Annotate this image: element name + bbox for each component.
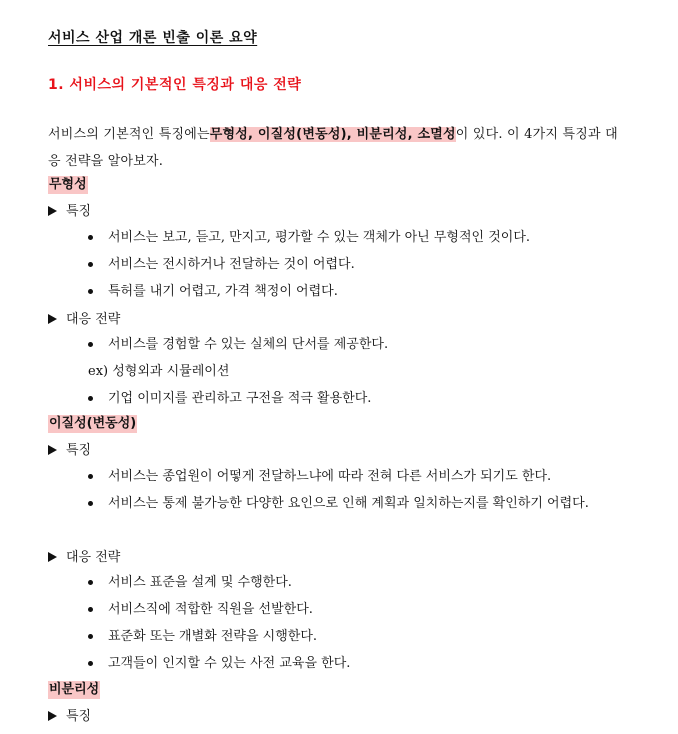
triangle-icon bbox=[48, 711, 57, 721]
document-title: 서비스 산업 개론 빈출 이론 요약 bbox=[48, 30, 258, 46]
list-item: 표준화 또는 개별화 전략을 시행한다. bbox=[88, 623, 614, 650]
list-item: 서비스직에 적합한 직원을 선발한다. bbox=[88, 596, 614, 623]
bullet-icon bbox=[88, 501, 93, 506]
list-item: 서비스는 통제 불가능한 다양한 요인으로 인해 계획과 일치하는지를 확인하기 어렵다. bbox=[88, 490, 614, 517]
bullet-icon bbox=[88, 342, 93, 347]
list-item: 기업 이미지를 관리하고 구전을 적극 활용한다. bbox=[88, 385, 614, 412]
triangle-icon bbox=[48, 445, 57, 455]
bullet-icon bbox=[88, 580, 93, 585]
bullet-icon bbox=[88, 474, 93, 479]
strategy-label: 대응 전략 bbox=[66, 312, 121, 327]
example-text: ex) 성형외과 시뮬레이션 bbox=[88, 364, 230, 379]
list-item: 서비스는 보고, 듣고, 만지고, 평가할 수 있는 객체가 아닌 무형적인 것이다. bbox=[88, 224, 614, 251]
intro-prefix: 서비스의 기본적인 특징에는 bbox=[48, 127, 210, 142]
bullet-icon bbox=[88, 634, 93, 639]
intangibility-strategy-heading bbox=[48, 311, 120, 329]
section-heading: 1. 서비스의 기본적인 특징과 대응 전략 bbox=[48, 77, 302, 93]
heterogeneity-strategy-heading bbox=[48, 549, 120, 567]
list-item: 서비스는 종업원이 어떻게 전달하느냐에 따라 전혀 다른 서비스가 되기도 한다. bbox=[88, 463, 614, 490]
intangibility-features-heading bbox=[48, 203, 91, 221]
list-item: 고객들이 인지할 수 있는 사전 교육을 한다. bbox=[88, 650, 614, 677]
list-item: 서비스는 전시하거나 전달하는 것이 어렵다. bbox=[88, 251, 614, 278]
heterogeneity-label: 이질성(변동성) bbox=[49, 416, 137, 431]
inseparability-label: 비분리성 bbox=[49, 682, 100, 697]
list-item: 서비스 표준을 설계 및 수행한다. bbox=[88, 569, 614, 596]
inseparability-features-heading bbox=[48, 708, 91, 726]
bullet-icon bbox=[88, 396, 93, 401]
features-label: 특징 bbox=[66, 709, 92, 724]
strategy-label: 대응 전략 bbox=[66, 550, 121, 565]
list-item: 서비스를 경험할 수 있는 실체의 단서를 제공한다. bbox=[88, 331, 614, 358]
features-label: 특징 bbox=[66, 204, 92, 219]
bullet-icon bbox=[88, 289, 93, 294]
intro-suffix: 이 있다. 이 4가지 특징과 대응 전략을 알아보자. bbox=[48, 127, 618, 169]
features-label: 특징 bbox=[66, 443, 92, 458]
bullet-icon bbox=[88, 235, 93, 240]
intangibility-label: 무형성 bbox=[49, 177, 87, 192]
intro-paragraph bbox=[48, 121, 620, 175]
bullet-icon bbox=[88, 661, 93, 666]
bullet-icon bbox=[88, 607, 93, 612]
list-item: 특허를 내기 어렵고, 가격 책정이 어렵다. bbox=[88, 278, 614, 305]
triangle-icon bbox=[48, 552, 57, 562]
triangle-icon bbox=[48, 206, 57, 216]
heterogeneity-features-heading bbox=[48, 442, 91, 460]
intro-highlight: 무형성, 이질성(변동성), 비분리성, 소멸성 bbox=[209, 127, 456, 142]
bullet-icon bbox=[88, 262, 93, 267]
triangle-icon bbox=[48, 314, 57, 324]
